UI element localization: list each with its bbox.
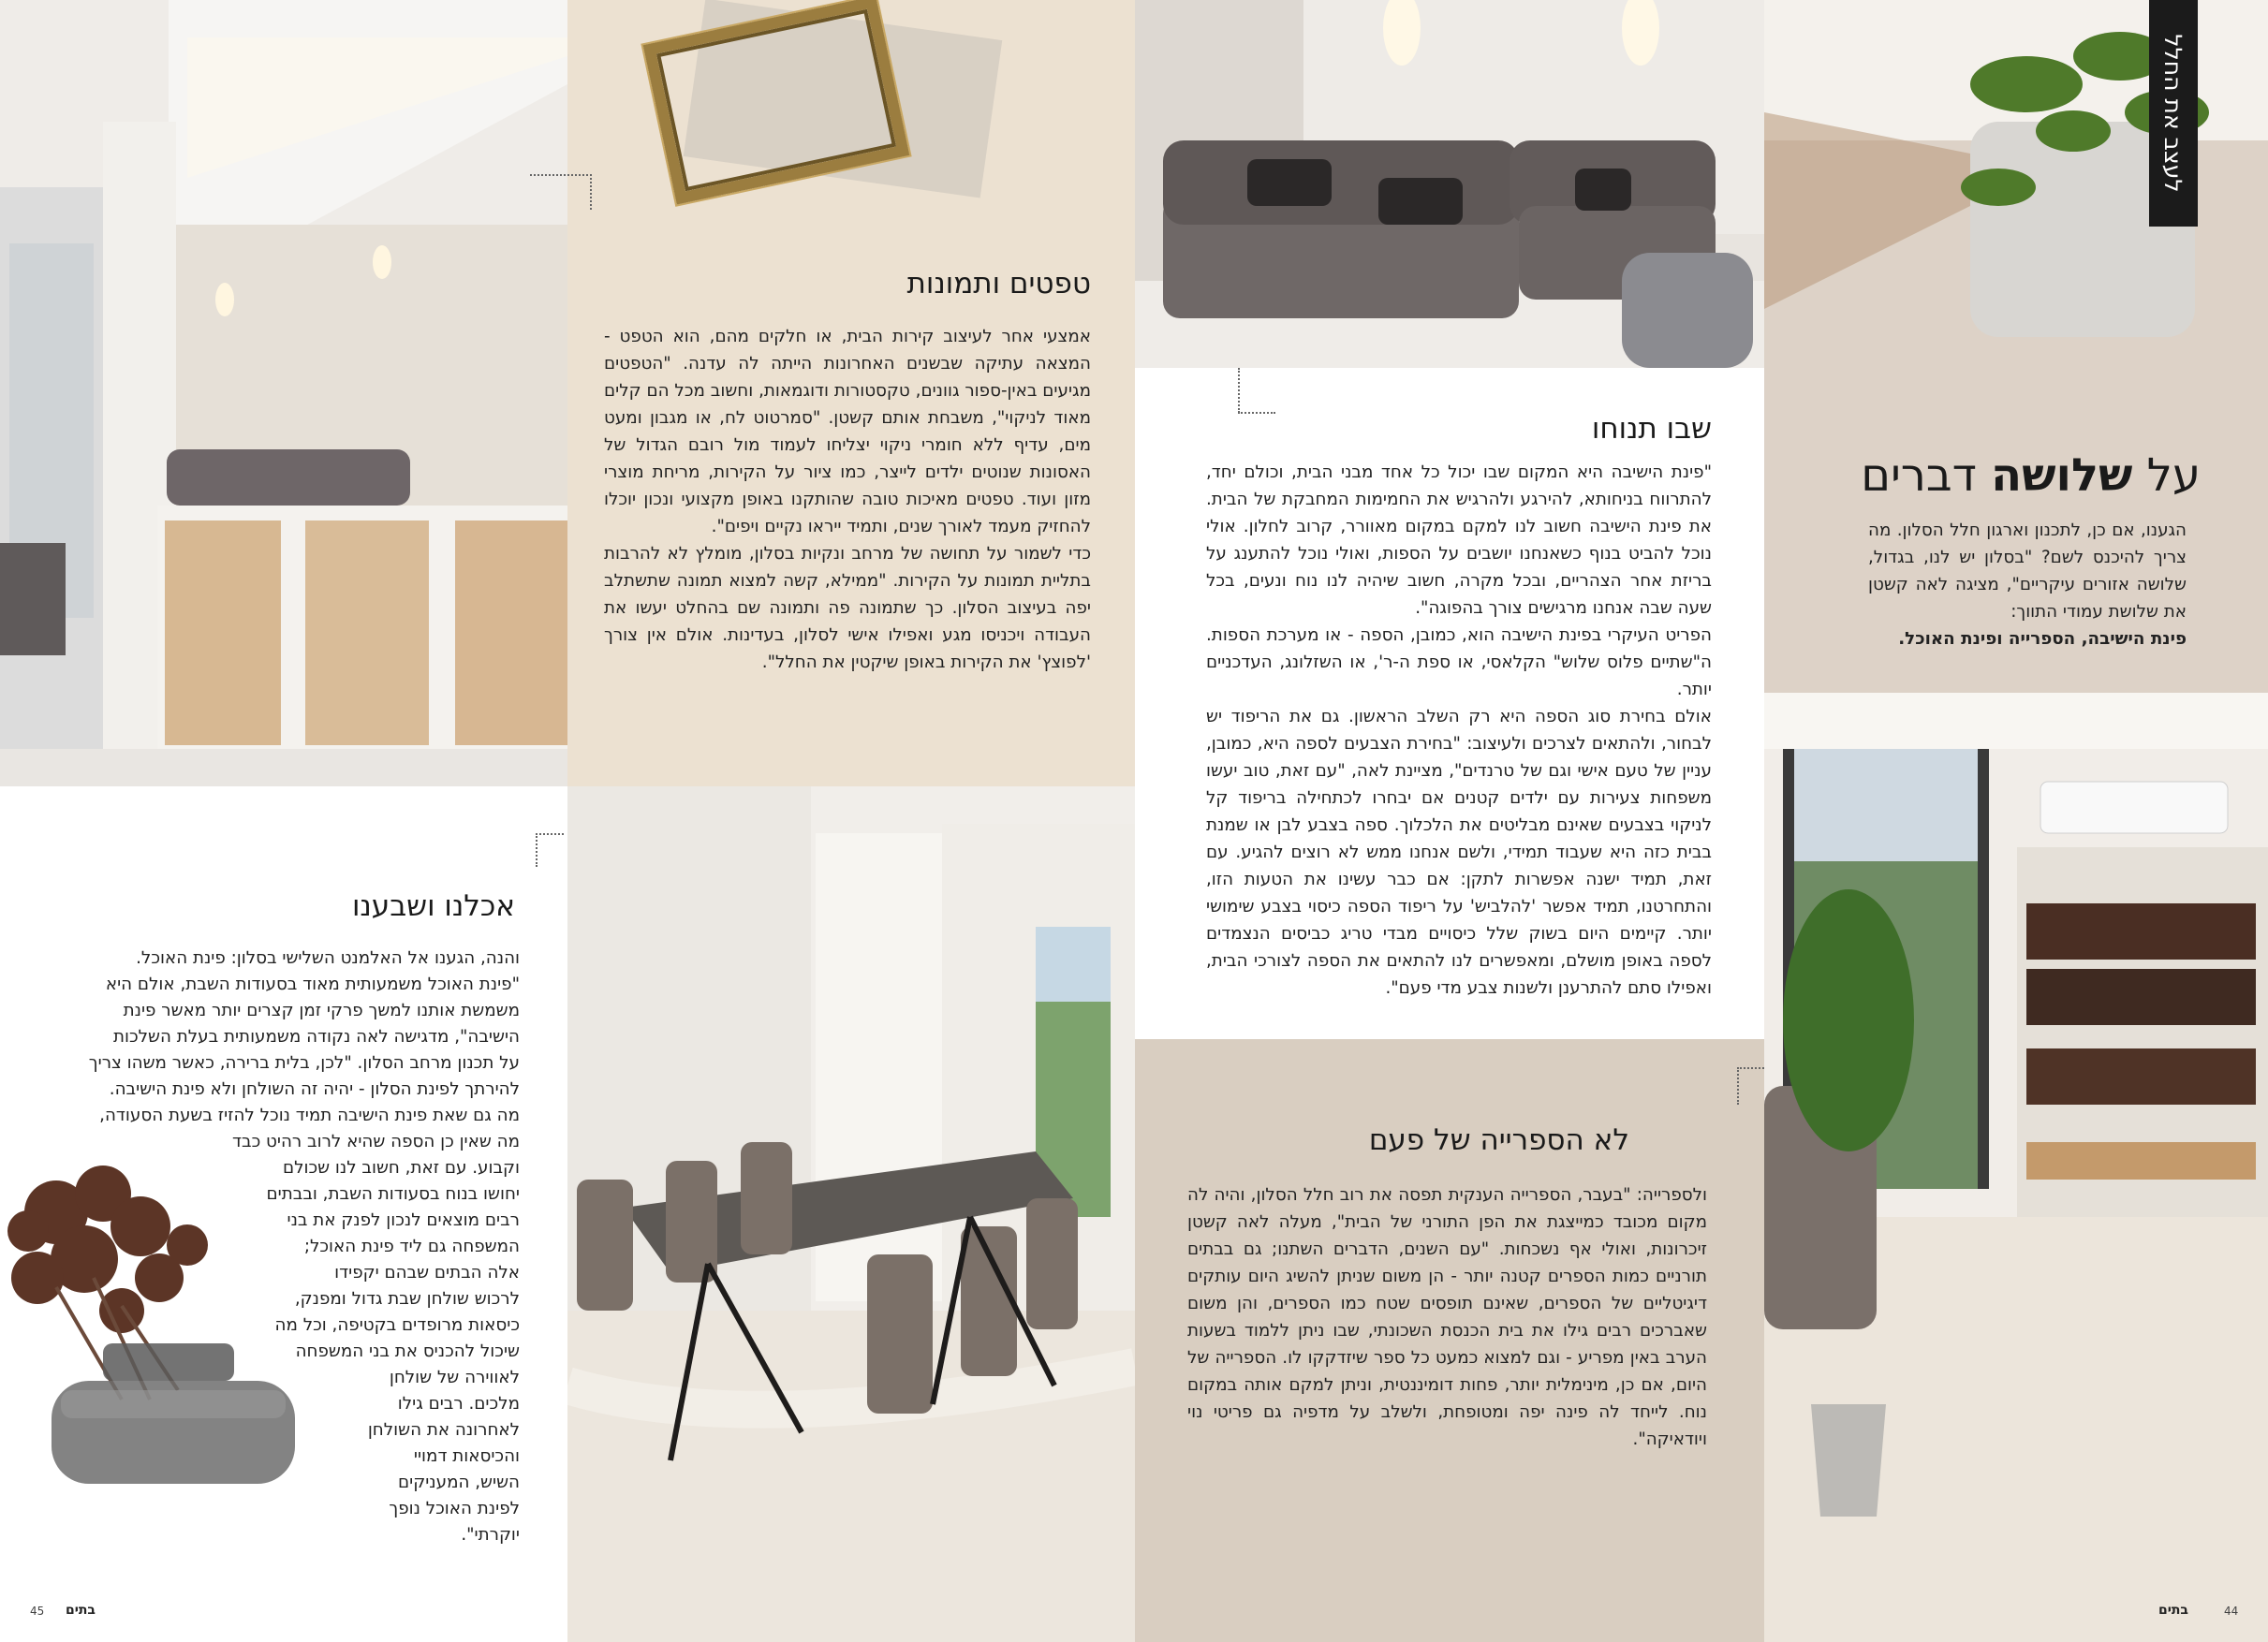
dining-line: והכיסאות דמויי	[413, 1446, 520, 1466]
dining-line: והנה, הגענו אל האלמנט השלישי בסלון: פינת האוכל.	[136, 948, 520, 968]
intro-title-bold: שלושה	[1991, 449, 2133, 502]
dining-line: המשפחה גם ליד פינת האוכל;	[303, 1237, 520, 1256]
dining-line: אלה הבתים שבהם יקפידו	[334, 1263, 520, 1283]
hallway-illustration	[0, 0, 567, 786]
dining-line: יוקרתי".	[461, 1525, 520, 1545]
intro-text: הגענו, אם כן, לתכנון וארגון חלל הסלון. מה צריך להיכנס לשם? "בסלון יש לנו, בגדול, שלושה אזורים עיקריים", מציגה לאה קשטן את שלושת עמודי התווך:	[1868, 520, 2187, 622]
dining-line: יחושו בנוח בסעודות השבת, ובבתים	[266, 1184, 520, 1204]
dining-line: השיש, המעניקים	[398, 1473, 520, 1492]
footer-brand-left: בתים	[66, 1603, 96, 1618]
intro-title-pre: על	[2132, 449, 2201, 502]
dining-line: כיסאות מרופדים בקטיפה, וכל מה	[274, 1315, 520, 1335]
photo-bookshelf-room	[1764, 693, 2268, 1642]
wallpaper-body	[604, 323, 1091, 676]
arrow-tail-icon	[1737, 1067, 1739, 1105]
dining-line: משמשת אותנו למשך פרקי זמן קצרים יותר מאשר פינת	[123, 1001, 520, 1020]
dining-line: לפינת האוכל נופך	[389, 1499, 520, 1518]
photo-hallway-cabinet	[0, 0, 567, 786]
intro-title-post: דברים	[1861, 449, 1992, 502]
arrow-tail-icon	[1238, 368, 1240, 413]
dining-title: אכלנו ושבענו	[351, 889, 515, 923]
seating-title: שבו תנוחו	[1591, 412, 1712, 446]
dining-line: לאחרונה את השולחן	[367, 1420, 520, 1440]
arrow-connector-icon	[1238, 412, 1275, 414]
arrow-connector-icon	[530, 174, 592, 176]
seating-paragraph: "פינת הישיבה היא המקום שבו יכול כל אחד מבני הבית, וכולם יחד, להתרווח בניחותא, להירגע ולהרגיש את החמימות המחבקת של הבית. את פינת הישיבה חשוב לנו למקם במקום מאוורר, קרוב לחלון. אולי נוכל להביט בנוף כשאנחנו יושבים על הספות, ואולי נוכל להתענג על בריזת אחר הצהריים, ובכל מקרה, חשוב שיהיה לנו נוח ונעים, בכל שעה שבה אנחנו מרגישים צורך בהפוגה".	[1206, 462, 1712, 618]
library-paragraph: ולספרייה: "בעבר, הספרייה הענקית תפסה את רוב חלל הסלון, והיה לה מקום מכובד כמייצגת את הפן התורני של הבית", מעלה לאה קשטן זיכרונות, ואולי אף נשכחות. "עם השנים, הדברים השתנו; גם בבתים תורניים כמות הספרים קטנה יותר - הן משום שניתן להשיג היום עותקים דיגיטליים של הספרים, שאינם תופסים שטח כמו הספרים, והן משום שאברכים רבים גילו את בית הכנסת השכונתי, שבו ניתן ללמוד בשעות הערב באין מפריע - וגם למצוא כמעט כל ספר שיזדקקו לו. הספרייה של היום, אם כן, מינימלית יותר, פחות דומיננטית, וניתן למקם אותה במקום נוח. לייחד לה פינה יפה ומטופחת, ולשלב על מדפיה גם פריטי נוי ויודאיקה".	[1187, 1185, 1707, 1449]
dining-line: "פינת האוכל משמעותית מאוד בסעודות השבת, אולם היא	[105, 975, 520, 994]
dining-line: לאווירה של שולחן	[389, 1368, 520, 1387]
side-tab-label: לעצב את החלל	[2159, 34, 2187, 193]
wallpaper-paragraph: אמצעי אחר לעיצוב קירות הבית, או חלקים מהם, הוא הטפט - המצאה עתיקה שבשנים האחרונות הייתה לה עדנה. "הטפטים מגיעים באין-ספור גוונים, טקסטורות ודוגמאות, וחשוב מכל הם קלים מאוד לניקוי", משבחת אותם קשטן. "סמרטוט לח, או מגבון ומעט מים, עדיף ללא חומרי ניקוי יצליחו לעמוד מול רובם הגדול של האסונות שנוטים ילדים לייצר, כמו ציור על הקירות, מריחת מוצרי מזון ועוד. טפטים מאיכות טובה שהותקנו באופן מקצועי ונכון יוכלו להחזיק מעמד לאורך שנים, ותמיד ייראו נקיים ויפים".	[604, 327, 1091, 536]
dining-line: מה גם שאת פינת הישיבה תמיד נוכל להזיז בשעת הסעודה,	[99, 1106, 520, 1125]
dining-line: מלכים. רבים גילו	[397, 1394, 520, 1414]
vase-dried-flowers-image	[0, 1156, 309, 1503]
footer-brand-right: בתים	[2158, 1603, 2188, 1618]
dining-line: שיכול להכניס את בני המשפחה	[295, 1341, 520, 1361]
dining-line: על תכנון מרחב הסלון. "לכן, בלית ברירה, כאשר משהו צריך	[88, 1053, 520, 1073]
dining-line: לרכוש שולחן שבת גדול ומפנק,	[294, 1289, 520, 1309]
dining-line: הישיבה", מדגישה לאה נקודה משמעותית בעלת השלכות	[112, 1027, 520, 1047]
arrow-tail-icon	[590, 174, 592, 210]
wallpaper-paragraph: כדי לשמור על תחושה של מרחב ונקיות בסלון, מומלץ לא להרבות בתליית תמונות על הקירות. "ממילא, קשה למצוא תמונה שתשתלב יפה בעיצוב הסלון. כך שתמונה פה ותמונה שם בהחלט יעשו את העבודה ויכניסו מגע ואפילו אישי לסלון, בעדינות. אולם אין צורך 'לפוצץ' את הקירות באופן שיקטין את החלל".	[604, 544, 1091, 672]
photo-dining-room	[567, 786, 1135, 1642]
library-title: לא הספרייה של פעם	[1368, 1123, 1629, 1157]
dining-line: וקבוע. עם זאת, חשוב לנו שכולם	[282, 1158, 520, 1178]
seating-paragraph: הפריט העיקרי בפינת הישיבה הוא, כמובן, הספה - או מערכת הספות. ה"שתיים פלוס שלוש" הקלאסי, או ספת ה-ר', או השזלונג, העדכניים יותר.	[1206, 625, 1712, 699]
dining-line: להירתך לפינת הסלון - יהיה זה השולחן ולא פינת הישיבה.	[109, 1079, 520, 1099]
arrow-connector-icon	[536, 833, 564, 835]
arrow-tail-icon	[536, 833, 538, 867]
seating-paragraph: אולם בחירת סוג הספה היא רק השלב הראשון. גם את הריפוד יש לבחור, ולהתאים לצרכים ולעיצוב: "בחירת הצבעים לספה היא, כמובן, עניין של טעם אישי וגם של טרנדים", מציינת לאה, "עם זאת, טוב יעשו משפחות צעירות עם ילדים קטנים אם יבחרו לכתחילה בריפוד קל לניקוי בצבעים שאינם מבליטים את הלכלוך. ספה בצבע לבן או שמנת בבית כזה היא שעבוד תמידי, ולשם אנחנו ממש לא רוצים להגיע. עם זאת, תמיד ישנה אפשרות לתקן: אם כבר עשינו את הטעות הזו, והתחרטנו, תמיד אפשר 'להלביש' על ריפוד הספה כיסוי בצבע שימושי יותר. קיימים היום בשוק שלל כיסויים מבדי טריג כביסים הנצמדים לספה באופן מושלם, ומאפשרים לנו להתאים את הספה לצורכי הבית, ואפילו סתם להתרענן ולשנות צבע מדי פעם".	[1206, 707, 1712, 998]
footer-page-right: 44	[2224, 1605, 2239, 1618]
intro-bold-line: פינת הישיבה, הספרייה ופינת האוכל.	[1898, 629, 2187, 649]
dining-line: מה שאין כן הספה שהיא לרוב רהיט כבד	[232, 1132, 520, 1151]
library-body	[1187, 1181, 1707, 1453]
intro-title	[1854, 449, 2201, 502]
footer-page-left: 45	[30, 1605, 45, 1618]
dining-line: רבים מוצאים לנכון לפנק את בני	[287, 1210, 520, 1230]
seating-body	[1206, 459, 1712, 1002]
intro-body	[1868, 517, 2187, 652]
wallpaper-title: טפטים ותמונות	[906, 267, 1091, 301]
photo-sofa	[1135, 0, 1764, 368]
